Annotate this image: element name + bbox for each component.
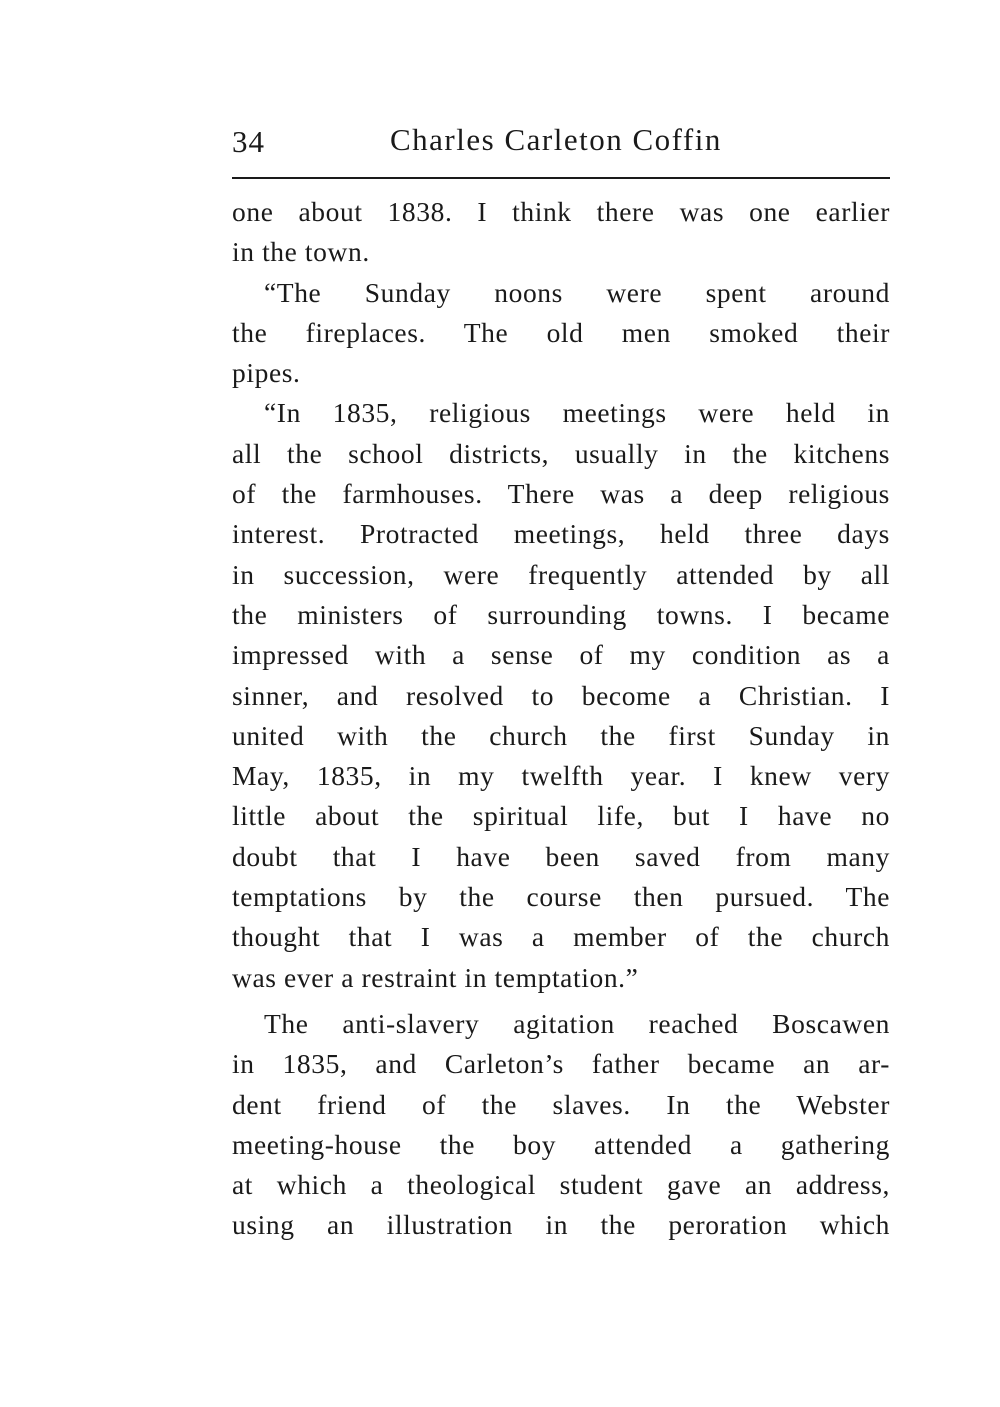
paragraph [232, 192, 890, 273]
text-line: in 1835, and Carleton’s father became an ar- [232, 1048, 890, 1080]
text-line: one about 1838. I think there was one earlier [232, 196, 890, 227]
running-head: Charles Carleton Coffin [390, 122, 722, 157]
page-number: 34 [232, 124, 265, 159]
paragraph [232, 273, 890, 394]
text-line: temptations by the course then pursued. The [232, 881, 890, 913]
text-line: May, 1835, in my twelfth year. I knew very [232, 760, 890, 792]
text-line: united with the church the first Sunday in [232, 719, 890, 751]
text-line: was ever a restraint in temptation.” [232, 961, 639, 993]
text-line: of the farmhouses. There was a deep religious [232, 478, 890, 510]
text-line: the fireplaces. The old men smoked their [232, 316, 890, 348]
text-line: The anti-slavery agitation reached Boscawen [264, 1007, 890, 1039]
paragraph [232, 393, 890, 997]
text-line: at which a theological student gave an address, [232, 1169, 890, 1201]
text-line: using an illustration in the peroration which [232, 1209, 890, 1241]
text-line: “In 1835, religious meetings were held in [264, 397, 890, 429]
text-line: dent friend of the slaves. In the Webster [232, 1088, 890, 1120]
header-rule [232, 177, 890, 179]
text-line: meeting-house the boy attended a gathering [232, 1128, 890, 1160]
text-line: impressed with a sense of my condition as a [232, 639, 890, 671]
paragraph [232, 1004, 890, 1246]
text-line: the ministers of surrounding towns. I became [232, 598, 890, 630]
page-header [232, 118, 890, 178]
text-line: in succession, were frequently attended by all [232, 558, 890, 590]
text-line: “The Sunday noons were spent around [264, 276, 890, 308]
text-line: interest. Protracted meetings, held three days [232, 518, 890, 550]
text-line: little about the spiritual life, but I have no [232, 800, 890, 832]
text-line: thought that I was a member of the church [232, 921, 890, 953]
text-line: all the school districts, usually in the kitchens [232, 437, 890, 469]
text-line: sinner, and resolved to become a Christian. I [232, 679, 890, 711]
text-line: in the town. [232, 236, 370, 268]
text-line: doubt that I have been saved from many [232, 840, 890, 872]
body-text [232, 192, 890, 1246]
text-line: pipes. [232, 357, 301, 389]
